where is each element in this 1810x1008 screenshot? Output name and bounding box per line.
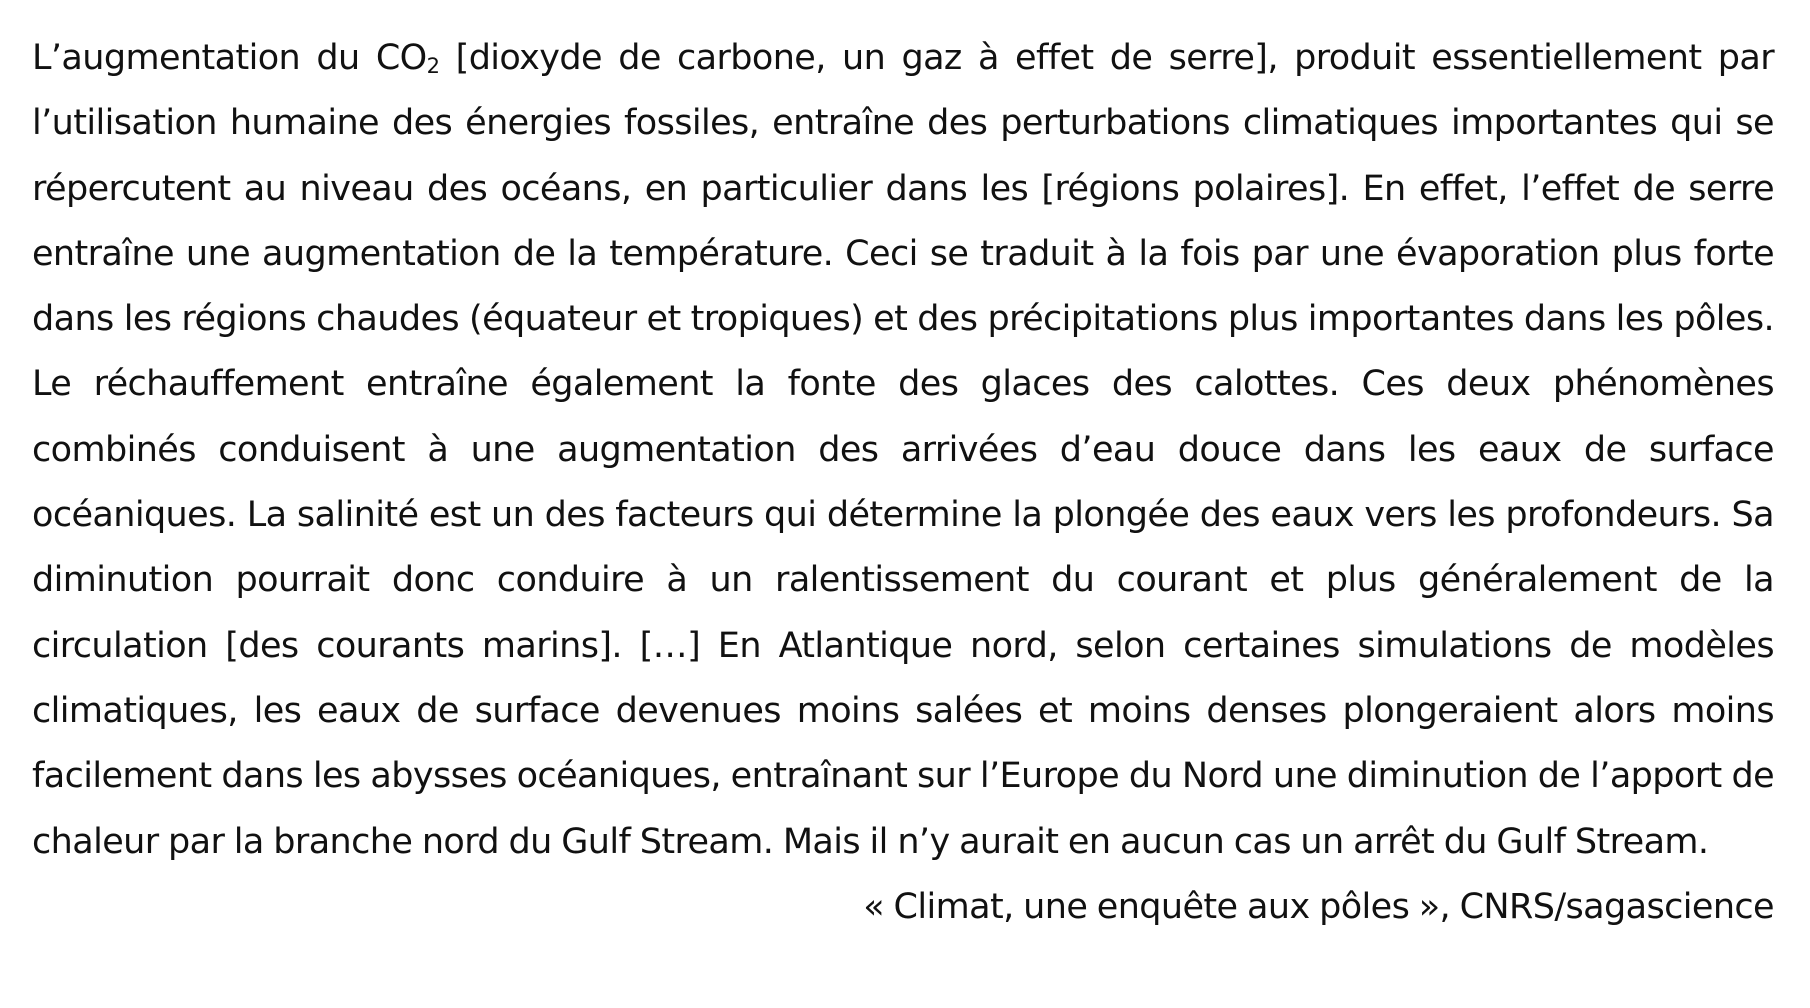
paragraph-text-start: L’augmentation du CO (32, 38, 427, 78)
body-paragraph (32, 26, 1774, 875)
paragraph-text-rest: [dioxyde de carbone, un gaz à effet de serre], produit essentiellement par l’utilisation humaine des énergies fossiles, entraîne des perturbations climatiques importantes qui se répercutent au niveau des océans, en particulier dans les [régions polaires]. En effet, l’effet de serre entraîne une augmentation de la température. Ceci se traduit à la fois par une évaporation plus forte dans les régions chaudes (équateur et tropiques) et des précipitations plus importantes dans les pôles. Le réchauffement entraîne également la fonte des glaces des calottes. Ces deux phénomènes combinés conduisent à une augmentation des arrivées d’eau douce dans les eaux de surface océaniques. La salinité est un des facteurs qui détermine la plongée des eaux vers les profondeurs. Sa diminution pourrait donc conduire à un ralentissement du courant et plus généralement de la circulation [des courants marins]. […] En Atlantique nord, selon certaines simulations de modèles climatiques, les eaux de surface devenues moins salées et moins denses plongeraient alors moins facilement dans les abysses océaniques, entraînant sur l’Europe du Nord une diminution de l’apport de chaleur par la branche nord du Gulf Stream. Mais il n’y aurait en aucun cas un arrêt du Gulf Stream. (32, 38, 1774, 862)
document-page (32, 26, 1774, 940)
source-citation: « Climat, une enquête aux pôles », CNRS/sagascience (863, 886, 1774, 927)
co2-subscript: 2 (426, 53, 440, 78)
